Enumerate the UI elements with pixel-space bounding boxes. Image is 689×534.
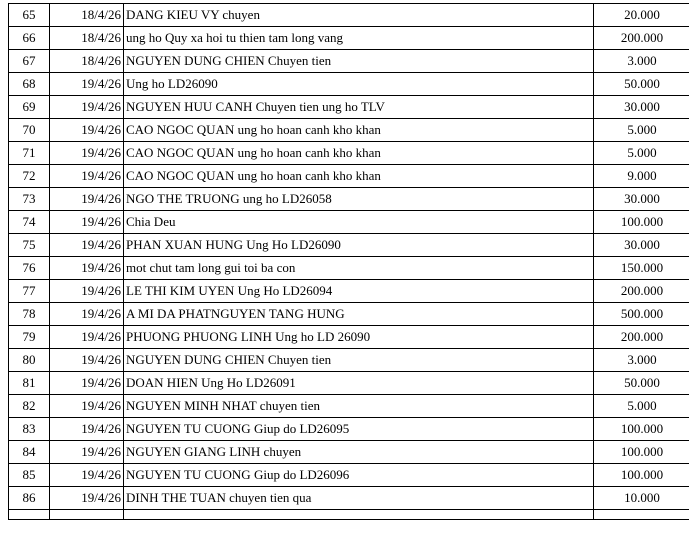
date-cell: 19/4/26 [50, 372, 124, 395]
row-number-cell: 67 [9, 50, 50, 73]
description-cell: CAO NGOC QUAN ung ho hoan canh kho khan [124, 142, 594, 165]
table-row [9, 96, 689, 119]
date-cell: 19/4/26 [50, 464, 124, 487]
amount-cell: 5.000 [594, 119, 689, 142]
row-number-cell: 79 [9, 326, 50, 349]
date-cell: 19/4/26 [50, 96, 124, 119]
table-row [9, 395, 689, 418]
date-cell: 19/4/26 [50, 395, 124, 418]
empty-cell [594, 510, 689, 520]
row-number-cell: 82 [9, 395, 50, 418]
amount-cell: 10.000 [594, 487, 689, 510]
table-row [9, 234, 689, 257]
description-cell: NGUYEN DUNG CHIEN Chuyen tien [124, 50, 594, 73]
date-cell: 19/4/26 [50, 142, 124, 165]
date-cell: 18/4/26 [50, 4, 124, 27]
date-cell: 19/4/26 [50, 487, 124, 510]
description-cell: LE THI KIM UYEN Ung Ho LD26094 [124, 280, 594, 303]
amount-cell: 3.000 [594, 50, 689, 73]
description-cell: DINH THE TUAN chuyen tien qua [124, 487, 594, 510]
date-cell: 19/4/26 [50, 418, 124, 441]
row-number-cell: 74 [9, 211, 50, 234]
row-number-cell: 83 [9, 418, 50, 441]
description-cell: NGUYEN DUNG CHIEN Chuyen tien [124, 349, 594, 372]
table-row [9, 188, 689, 211]
table-row [9, 119, 689, 142]
empty-cell [124, 510, 594, 520]
amount-cell: 100.000 [594, 464, 689, 487]
description-cell: NGUYEN TU CUONG Giup do LD26096 [124, 464, 594, 487]
row-number-cell: 73 [9, 188, 50, 211]
table-row-partial [9, 510, 689, 520]
date-cell: 19/4/26 [50, 188, 124, 211]
table-row [9, 4, 689, 27]
table-row [9, 142, 689, 165]
date-cell: 19/4/26 [50, 119, 124, 142]
table-row [9, 464, 689, 487]
row-number-cell: 71 [9, 142, 50, 165]
amount-cell: 3.000 [594, 349, 689, 372]
description-cell: PHUONG PHUONG LINH Ung ho LD 26090 [124, 326, 594, 349]
empty-cell [50, 510, 124, 520]
amount-cell: 100.000 [594, 441, 689, 464]
table-row [9, 349, 689, 372]
table-row [9, 280, 689, 303]
amount-cell: 50.000 [594, 73, 689, 96]
amount-cell: 200.000 [594, 280, 689, 303]
row-number-cell: 81 [9, 372, 50, 395]
amount-cell: 20.000 [594, 4, 689, 27]
amount-cell: 50.000 [594, 372, 689, 395]
row-number-cell: 85 [9, 464, 50, 487]
date-cell: 19/4/26 [50, 441, 124, 464]
row-number-cell: 69 [9, 96, 50, 119]
table-row [9, 441, 689, 464]
description-cell: Chia Deu [124, 211, 594, 234]
description-cell: NGUYEN HUU CANH Chuyen tien ung ho TLV [124, 96, 594, 119]
table-row [9, 165, 689, 188]
description-cell: NGUYEN MINH NHAT chuyen tien [124, 395, 594, 418]
date-cell: 19/4/26 [50, 280, 124, 303]
date-cell: 19/4/26 [50, 73, 124, 96]
table-row [9, 27, 689, 50]
row-number-cell: 84 [9, 441, 50, 464]
row-number-cell: 86 [9, 487, 50, 510]
amount-cell: 30.000 [594, 234, 689, 257]
date-cell: 19/4/26 [50, 349, 124, 372]
row-number-cell: 66 [9, 27, 50, 50]
description-cell: PHAN XUAN HUNG Ung Ho LD26090 [124, 234, 594, 257]
description-cell: NGUYEN TU CUONG Giup do LD26095 [124, 418, 594, 441]
row-number-cell: 75 [9, 234, 50, 257]
row-number-cell: 70 [9, 119, 50, 142]
date-cell: 18/4/26 [50, 50, 124, 73]
amount-cell: 200.000 [594, 326, 689, 349]
amount-cell: 150.000 [594, 257, 689, 280]
table-row [9, 326, 689, 349]
row-number-cell: 77 [9, 280, 50, 303]
row-number-cell: 76 [9, 257, 50, 280]
amount-cell: 5.000 [594, 142, 689, 165]
table-row [9, 50, 689, 73]
amount-cell: 100.000 [594, 211, 689, 234]
empty-cell [9, 510, 50, 520]
amount-cell: 500.000 [594, 303, 689, 326]
date-cell: 19/4/26 [50, 257, 124, 280]
date-cell: 18/4/26 [50, 27, 124, 50]
amount-cell: 30.000 [594, 96, 689, 119]
row-number-cell: 80 [9, 349, 50, 372]
date-cell: 19/4/26 [50, 165, 124, 188]
table-row [9, 73, 689, 96]
donation-table [8, 3, 689, 520]
amount-cell: 200.000 [594, 27, 689, 50]
description-cell: Ung ho LD26090 [124, 73, 594, 96]
description-cell: mot chut tam long gui toi ba con [124, 257, 594, 280]
description-cell: DANG KIEU VY chuyen [124, 4, 594, 27]
donation-table-body [9, 4, 689, 520]
amount-cell: 30.000 [594, 188, 689, 211]
description-cell: CAO NGOC QUAN ung ho hoan canh kho khan [124, 119, 594, 142]
row-number-cell: 65 [9, 4, 50, 27]
row-number-cell: 78 [9, 303, 50, 326]
table-row [9, 211, 689, 234]
row-number-cell: 68 [9, 73, 50, 96]
description-cell: A MI DA PHATNGUYEN TANG HUNG [124, 303, 594, 326]
date-cell: 19/4/26 [50, 234, 124, 257]
table-row [9, 303, 689, 326]
date-cell: 19/4/26 [50, 303, 124, 326]
date-cell: 19/4/26 [50, 211, 124, 234]
amount-cell: 5.000 [594, 395, 689, 418]
description-cell: CAO NGOC QUAN ung ho hoan canh kho khan [124, 165, 594, 188]
amount-cell: 9.000 [594, 165, 689, 188]
date-cell: 19/4/26 [50, 326, 124, 349]
description-cell: ung ho Quy xa hoi tu thien tam long vang [124, 27, 594, 50]
description-cell: NGO THE TRUONG ung ho LD26058 [124, 188, 594, 211]
table-row [9, 418, 689, 441]
row-number-cell: 72 [9, 165, 50, 188]
amount-cell: 100.000 [594, 418, 689, 441]
table-row [9, 372, 689, 395]
description-cell: DOAN HIEN Ung Ho LD26091 [124, 372, 594, 395]
table-row [9, 487, 689, 510]
description-cell: NGUYEN GIANG LINH chuyen [124, 441, 594, 464]
table-row [9, 257, 689, 280]
